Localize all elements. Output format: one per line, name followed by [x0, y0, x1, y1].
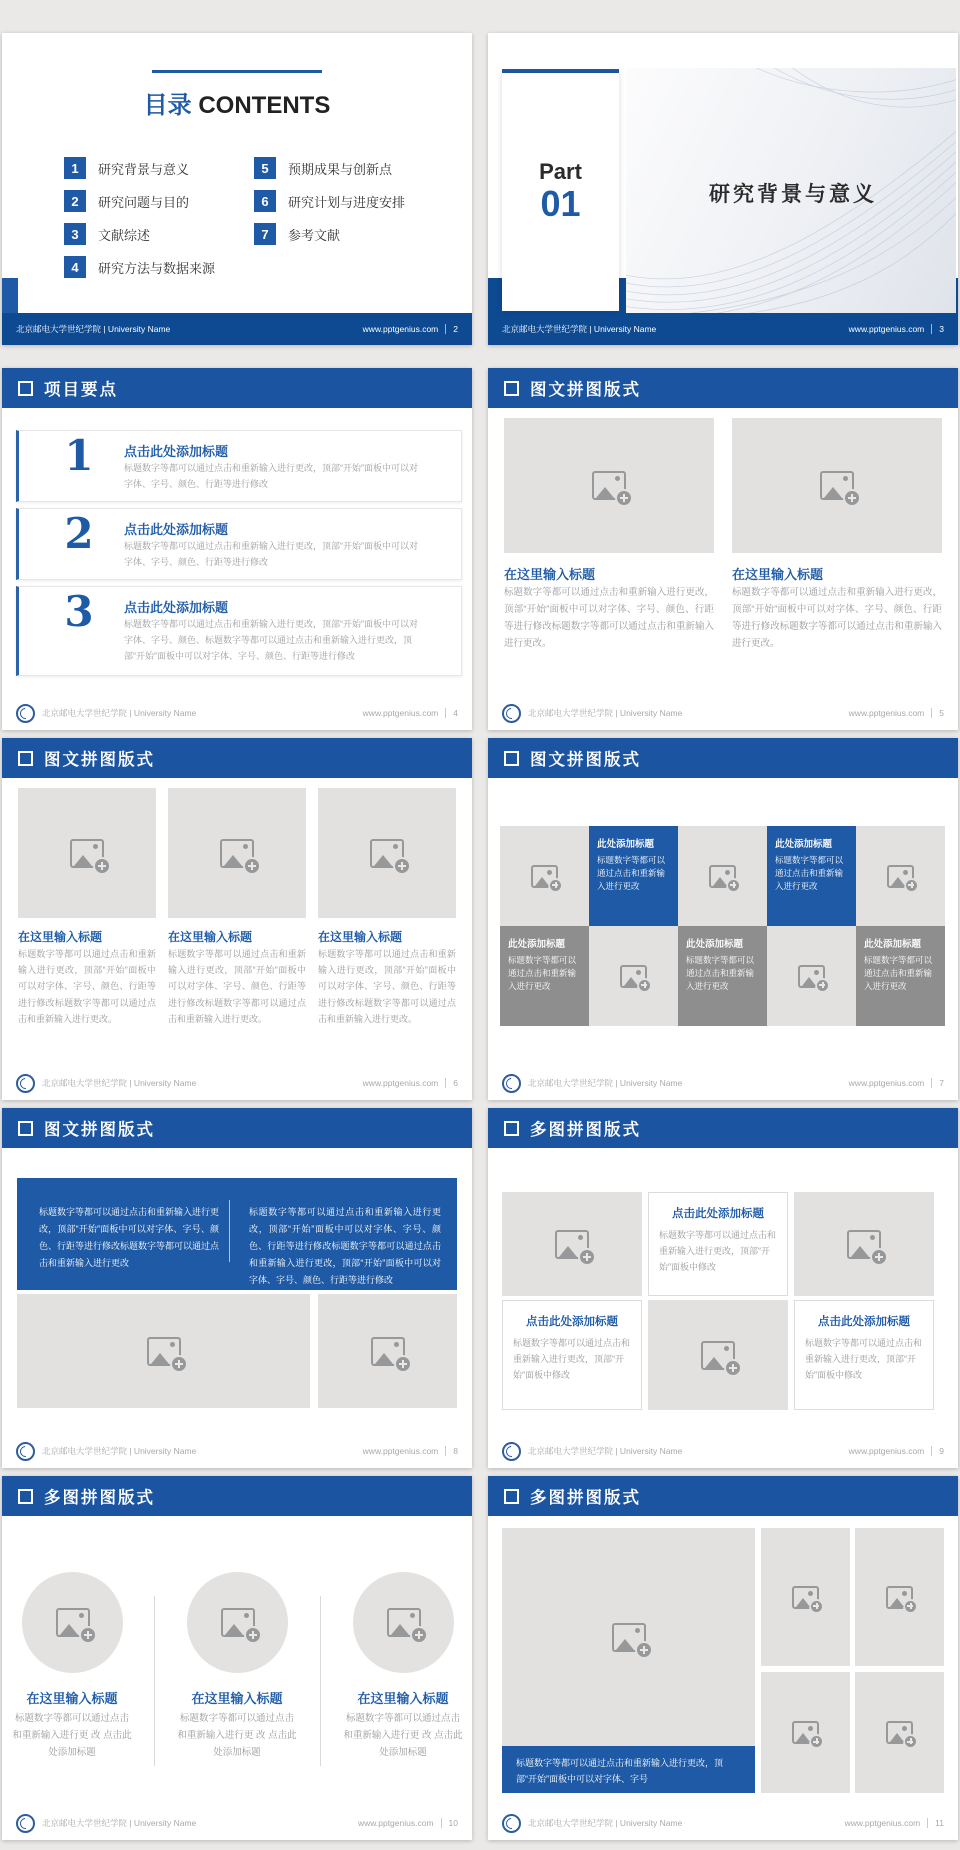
square-bullet-icon	[504, 381, 519, 396]
item-body: 标题数字等都可以通过点击和重新输入进行更改，顶部“开始”面板中可以对字体、字号、颜色、标题数字等都可以通过点击和重新输入进行更改，顶部“开始”面板中可以对字体、字号、颜色、行距等进行修改	[124, 619, 418, 661]
plus-icon	[815, 978, 830, 993]
university-logo-icon	[16, 1814, 35, 1833]
slide-project-points[interactable]	[2, 368, 472, 730]
column-heading: 在这里输入标题	[168, 930, 253, 944]
toc-item-number: 6	[254, 190, 276, 212]
slide-title-bar	[2, 1108, 472, 1148]
add-image-icon	[792, 1721, 819, 1744]
add-image-icon	[792, 1586, 819, 1609]
toc-item-number: 1	[64, 157, 86, 179]
toc-item-label: 研究问题与目的	[98, 194, 190, 210]
image-placeholder	[855, 1672, 944, 1793]
plus-icon	[870, 1248, 888, 1266]
list-item	[16, 430, 462, 502]
plus-icon	[724, 1359, 742, 1377]
university-logo-icon	[502, 1814, 521, 1833]
circle-image-placeholder	[187, 1572, 288, 1673]
toc-item-5	[254, 157, 392, 179]
section-title: 研究背景与意义	[709, 183, 877, 206]
column-heading: 在这里输入标题	[357, 1691, 449, 1706]
add-image-icon	[70, 839, 104, 868]
column-body: 标题数字等都可以通过点击和重新输入进行更改，顶部“开始”面板中可以对字体、字号、颜色、行距等进行修改标题数字等都可以通过点击和重新输入进行更改。	[504, 587, 714, 650]
item-number: 1	[64, 431, 94, 480]
column-heading: 在这里输入标题	[18, 930, 103, 944]
toc-title-zh: 目录	[143, 92, 192, 119]
slide-footer	[488, 1434, 958, 1468]
footer-divider	[441, 1818, 442, 1828]
slide-title-bar	[488, 368, 958, 408]
card-body: 标题数字等都可以通过点击和重新输入进行更改，顶部“开始”面板中修改	[513, 1338, 631, 1380]
slide-footer	[488, 313, 958, 345]
plus-icon	[394, 1355, 412, 1373]
toc-item-label: 研究方法与数据来源	[98, 260, 216, 276]
add-image-icon	[620, 965, 647, 988]
add-image-icon	[886, 1721, 913, 1744]
footer-page-number: 5	[939, 708, 944, 718]
add-image-icon	[147, 1337, 181, 1366]
footer-org: 北京邮电大学世纪学院 | University Name	[42, 1446, 197, 1456]
panel-divider	[229, 1200, 230, 1262]
add-image-icon	[387, 1608, 421, 1637]
plus-icon	[903, 1599, 918, 1614]
item-body: 标题数字等都可以通过点击和重新输入进行更改，顶部“开始”面板中可以对字体、字号、颜色、行距等进行修改	[124, 541, 418, 567]
image-placeholder	[678, 826, 767, 926]
tile-heading: 此处添加标题	[686, 939, 744, 950]
image-placeholder	[168, 788, 306, 918]
footer-page-number: 11	[935, 1818, 944, 1828]
slide-toc[interactable]	[2, 33, 472, 345]
tile-heading: 此处添加标题	[775, 839, 833, 850]
image-placeholder	[589, 926, 678, 1026]
toc-item-1	[64, 157, 189, 179]
part-label: Part	[539, 159, 582, 185]
slide-title-bar	[2, 738, 472, 778]
plus-icon	[843, 489, 861, 507]
footer-site: www.pptgenius.com	[844, 1818, 921, 1828]
image-placeholder	[504, 418, 714, 553]
column-heading: 在这里输入标题	[504, 567, 596, 582]
card-body: 标题数字等都可以通过点击和重新输入进行更改，顶部“开始”面板中修改	[659, 1230, 777, 1272]
part-card	[502, 73, 619, 311]
slide-title-bar	[488, 1108, 958, 1148]
square-bullet-icon	[18, 1489, 33, 1504]
footer-page-number: 10	[448, 1818, 458, 1828]
card-heading: 点击此处添加标题	[526, 1316, 618, 1328]
column-divider	[320, 1596, 321, 1766]
slide-footer	[2, 1434, 472, 1468]
image-placeholder	[855, 1528, 944, 1666]
tile-heading: 此处添加标题	[864, 939, 922, 950]
image-placeholder	[18, 788, 156, 918]
add-image-icon	[220, 839, 254, 868]
image-placeholder	[502, 1528, 755, 1746]
slide-multi-image-cards[interactable]	[488, 1108, 958, 1468]
footer-site: www.pptgenius.com	[357, 1818, 434, 1828]
add-image-icon	[370, 839, 404, 868]
text-card	[794, 1300, 934, 1410]
tile-body: 标题数字等都可以通过点击和重新输入进行更改	[864, 955, 933, 992]
slide-title: 多图拼图版式	[44, 1489, 155, 1507]
add-image-icon	[531, 865, 558, 888]
card-body: 标题数字等都可以通过点击和重新输入进行更改，顶部“开始”面板中修改	[805, 1338, 923, 1380]
plus-icon	[79, 1626, 97, 1644]
slide-image-text-3col[interactable]	[2, 738, 472, 1100]
university-logo-icon	[16, 1074, 35, 1093]
add-image-icon	[887, 865, 914, 888]
image-placeholder	[732, 418, 942, 553]
text-tile-gray	[856, 926, 945, 1026]
toc-item-6	[254, 190, 405, 212]
text-tile-blue	[767, 826, 856, 926]
footer-site: www.pptgenius.com	[848, 1446, 925, 1456]
add-image-icon	[56, 1608, 90, 1637]
plus-icon	[726, 878, 741, 893]
slide-footer	[488, 1806, 958, 1840]
column-body: 标题数字等都可以通过点击和重新输入进行更 改 点击此处添加标题	[12, 1713, 132, 1759]
footer-divider	[931, 324, 932, 334]
slide-title: 图文拼图版式	[530, 751, 641, 769]
column-body: 标题数字等都可以通过点击和重新输入进行更 改 点击此处添加标题	[177, 1713, 297, 1759]
add-image-icon	[709, 865, 736, 888]
footer-org: 北京邮电大学世纪学院 | University Name	[528, 1818, 683, 1828]
toc-item-number: 7	[254, 223, 276, 245]
footer-org: 北京邮电大学世纪学院 | University Name	[42, 1078, 197, 1088]
image-placeholder	[318, 788, 456, 918]
toc-item-7	[254, 223, 340, 245]
image-placeholder	[648, 1300, 788, 1410]
column-body: 标题数字等都可以通过点击和重新输入进行更改，顶部“开始”面板中可以对字体、字号、颜色、行距等进行修改标题数字等都可以通过点击和重新输入进行更改。	[732, 587, 942, 650]
corner-decoration	[2, 278, 18, 313]
text-tile-blue	[589, 826, 678, 926]
slide-title-bar	[488, 1476, 958, 1516]
footer-org: 北京邮电大学世纪学院 | University Name	[42, 708, 197, 718]
footer-page-number: 6	[453, 1078, 458, 1088]
toc-item-3	[64, 223, 150, 245]
footer-divider	[931, 1078, 932, 1088]
slide-image-text-grid[interactable]	[488, 738, 958, 1100]
circle-image-placeholder	[353, 1572, 454, 1673]
blue-text-panel	[17, 1178, 457, 1290]
footer-site: www.pptgenius.com	[362, 708, 439, 718]
tile-heading: 此处添加标题	[508, 939, 566, 950]
plus-icon	[615, 489, 633, 507]
university-logo-icon	[16, 704, 35, 723]
slide-footer	[2, 1066, 472, 1100]
column-body: 标题数字等都可以通过点击和重新输入进行更 改 点击此处添加标题	[343, 1713, 463, 1759]
toc-item-label: 参考文献	[288, 227, 341, 243]
toc-item-label: 研究计划与进度安排	[288, 194, 406, 210]
footer-site: www.pptgenius.com	[848, 1078, 925, 1088]
footer-page-number: 4	[453, 708, 458, 718]
plus-icon	[904, 878, 919, 893]
card-heading: 点击此处添加标题	[818, 1316, 910, 1328]
slide-footer	[2, 1806, 472, 1840]
university-logo-icon	[502, 1442, 521, 1461]
panel-text-right: 标题数字等都可以通过点击和重新输入进行更改，顶部“开始”面板中可以对字体、字号、颜色、行距等进行修改标题数字等都可以通过点击和重新输入进行更改，顶部“开始”面板中可以对字体、字号、颜色、行距等进行修改	[249, 1207, 441, 1286]
image-placeholder	[318, 1294, 457, 1408]
panel-text-left: 标题数字等都可以通过点击和重新输入进行更改，顶部“开始”面板中可以对字体、字号、颜色、行距等进行修改标题数字等都可以通过点击和重新输入进行更改	[39, 1207, 220, 1269]
add-image-icon	[820, 471, 854, 500]
image-placeholder	[17, 1294, 310, 1408]
slide-title: 项目要点	[44, 381, 118, 399]
add-image-icon	[798, 965, 825, 988]
plus-icon	[244, 1626, 262, 1644]
footer-org: 北京邮电大学世纪学院 | University Name	[528, 708, 683, 718]
footer-divider	[445, 1446, 446, 1456]
university-logo-icon	[502, 1074, 521, 1093]
add-image-icon	[847, 1230, 881, 1259]
footer-org: 北京邮电大学世纪学院 | University Name	[42, 1818, 197, 1828]
footer-site: www.pptgenius.com	[362, 1078, 439, 1088]
footer-page-number: 8	[453, 1446, 458, 1456]
tile-body: 标题数字等都可以通过点击和重新输入进行更改	[597, 855, 666, 892]
slide-title: 图文拼图版式	[530, 381, 641, 399]
tile-body: 标题数字等都可以通过点击和重新输入进行更改	[686, 955, 755, 992]
column-heading: 在这里输入标题	[732, 567, 824, 582]
footer-divider	[931, 1446, 932, 1456]
slide-footer	[2, 696, 472, 730]
item-body: 标题数字等都可以通过点击和重新输入进行更改，顶部“开始”面板中可以对字体、字号、颜色、行距等进行修改	[124, 463, 418, 489]
item-heading: 点击此处添加标题	[124, 600, 229, 615]
footer-site: www.pptgenius.com	[848, 708, 925, 718]
footer-site: www.pptgenius.com	[362, 1446, 439, 1456]
slide-title: 图文拼图版式	[44, 751, 155, 769]
slide-title-bar	[2, 368, 472, 408]
text-tile-gray	[678, 926, 767, 1026]
square-bullet-icon	[504, 1121, 519, 1136]
slide-title: 多图拼图版式	[530, 1489, 641, 1507]
toc-title	[2, 85, 472, 120]
item-number: 3	[64, 587, 94, 636]
plus-icon	[243, 857, 261, 875]
footer-divider	[445, 708, 446, 718]
slide-image-text-panel[interactable]	[2, 1108, 472, 1468]
add-image-icon	[371, 1337, 405, 1366]
square-bullet-icon	[18, 1121, 33, 1136]
footer-org: 北京邮电大学世纪学院 | University Name	[528, 1078, 683, 1088]
plus-icon	[809, 1599, 824, 1614]
image-placeholder	[794, 1192, 934, 1296]
footer-divider	[927, 1818, 928, 1828]
plus-icon	[809, 1734, 824, 1749]
toc-item-label: 研究背景与意义	[98, 161, 190, 177]
add-image-icon	[221, 1608, 255, 1637]
tile-body: 标题数字等都可以通过点击和重新输入进行更改	[775, 855, 844, 892]
column-heading: 在这里输入标题	[26, 1691, 118, 1706]
footer-page-number: 7	[939, 1078, 944, 1088]
list-item	[16, 508, 462, 580]
card-heading: 点击此处添加标题	[672, 1208, 764, 1220]
slide-multi-image-collage[interactable]	[488, 1476, 958, 1840]
toc-title-en: CONTENTS	[191, 92, 331, 119]
plus-icon	[548, 878, 563, 893]
toc-item-label: 文献综述	[98, 227, 151, 243]
footer-page-number: 3	[939, 324, 944, 334]
item-heading: 点击此处添加标题	[124, 444, 229, 459]
footer-divider	[445, 1078, 446, 1088]
image-placeholder	[761, 1672, 850, 1793]
footer-page-number: 2	[453, 324, 458, 334]
slide-footer	[488, 696, 958, 730]
square-bullet-icon	[18, 381, 33, 396]
toc-item-label: 预期成果与创新点	[288, 161, 393, 177]
footer-org: 北京邮电大学世纪学院 | University Name	[16, 324, 171, 334]
image-placeholder	[856, 826, 945, 926]
column-body: 标题数字等都可以通过点击和重新输入进行更改，顶部“开始”面板中可以对字体、字号、颜色、行距等进行修改标题数字等都可以通过点击和重新输入进行更改。	[318, 949, 456, 1024]
image-placeholder	[500, 826, 589, 926]
plus-icon	[637, 978, 652, 993]
text-tile-gray	[500, 926, 589, 1026]
plus-icon	[93, 857, 111, 875]
plus-icon	[393, 857, 411, 875]
item-number: 2	[64, 509, 94, 558]
slide-multi-image-circles[interactable]	[2, 1476, 472, 1840]
footer-divider	[931, 708, 932, 718]
plus-icon	[578, 1248, 596, 1266]
slide-title: 图文拼图版式	[44, 1121, 155, 1139]
footer-site: www.pptgenius.com	[362, 324, 439, 334]
add-image-icon	[701, 1341, 735, 1370]
toc-item-number: 2	[64, 190, 86, 212]
slide-title-bar	[2, 1476, 472, 1516]
footer-divider	[445, 324, 446, 334]
circle-image-placeholder	[22, 1572, 123, 1673]
tile-heading: 此处添加标题	[597, 839, 655, 850]
footer-site: www.pptgenius.com	[848, 324, 925, 334]
toc-item-number: 3	[64, 223, 86, 245]
text-card	[502, 1300, 642, 1410]
toc-item-number: 4	[64, 256, 86, 278]
footer-org: 北京邮电大学世纪学院 | University Name	[502, 324, 657, 334]
part-number: 01	[540, 183, 581, 225]
image-placeholder	[767, 926, 856, 1026]
university-logo-icon	[16, 1442, 35, 1461]
add-image-icon	[592, 471, 626, 500]
square-bullet-icon	[504, 1489, 519, 1504]
plus-icon	[170, 1355, 188, 1373]
title-accent-line	[152, 70, 322, 73]
item-heading: 点击此处添加标题	[124, 522, 229, 537]
slide-footer	[488, 1066, 958, 1100]
column-body: 标题数字等都可以通过点击和重新输入进行更改，顶部“开始”面板中可以对字体、字号、颜色、行距等进行修改标题数字等都可以通过点击和重新输入进行更改。	[18, 949, 156, 1024]
plus-icon	[410, 1626, 428, 1644]
toc-item-4	[64, 256, 215, 278]
add-image-icon	[886, 1586, 913, 1609]
square-bullet-icon	[504, 751, 519, 766]
text-card	[648, 1192, 788, 1296]
square-bullet-icon	[18, 751, 33, 766]
footer-org: 北京邮电大学世纪学院 | University Name	[528, 1446, 683, 1456]
slide-part-01[interactable]	[488, 33, 958, 345]
image-caption: 标题数字等都可以通过点击和重新输入进行更改，顶部“开始”面板中可以对字体、字号	[502, 1746, 755, 1793]
slide-footer	[2, 313, 472, 345]
add-image-icon	[555, 1230, 589, 1259]
toc-item-2	[64, 190, 189, 212]
slide-title-bar	[488, 738, 958, 778]
footer-page-number: 9	[939, 1446, 944, 1456]
column-divider	[154, 1596, 155, 1766]
university-logo-icon	[502, 704, 521, 723]
image-placeholder	[761, 1528, 850, 1666]
tile-body: 标题数字等都可以通过点击和重新输入进行更改	[508, 955, 577, 992]
toc-item-number: 5	[254, 157, 276, 179]
add-image-icon	[612, 1623, 646, 1652]
slide-image-text-2col[interactable]	[488, 368, 958, 730]
image-placeholder	[502, 1192, 642, 1296]
list-item	[16, 586, 462, 676]
plus-icon	[903, 1734, 918, 1749]
column-body: 标题数字等都可以通过点击和重新输入进行更改，顶部“开始”面板中可以对字体、字号、颜色、行距等进行修改标题数字等都可以通过点击和重新输入进行更改。	[168, 949, 306, 1024]
column-heading: 在这里输入标题	[318, 930, 403, 944]
slide-title: 多图拼图版式	[530, 1121, 641, 1139]
column-heading: 在这里输入标题	[191, 1691, 283, 1706]
plus-icon	[635, 1641, 653, 1659]
